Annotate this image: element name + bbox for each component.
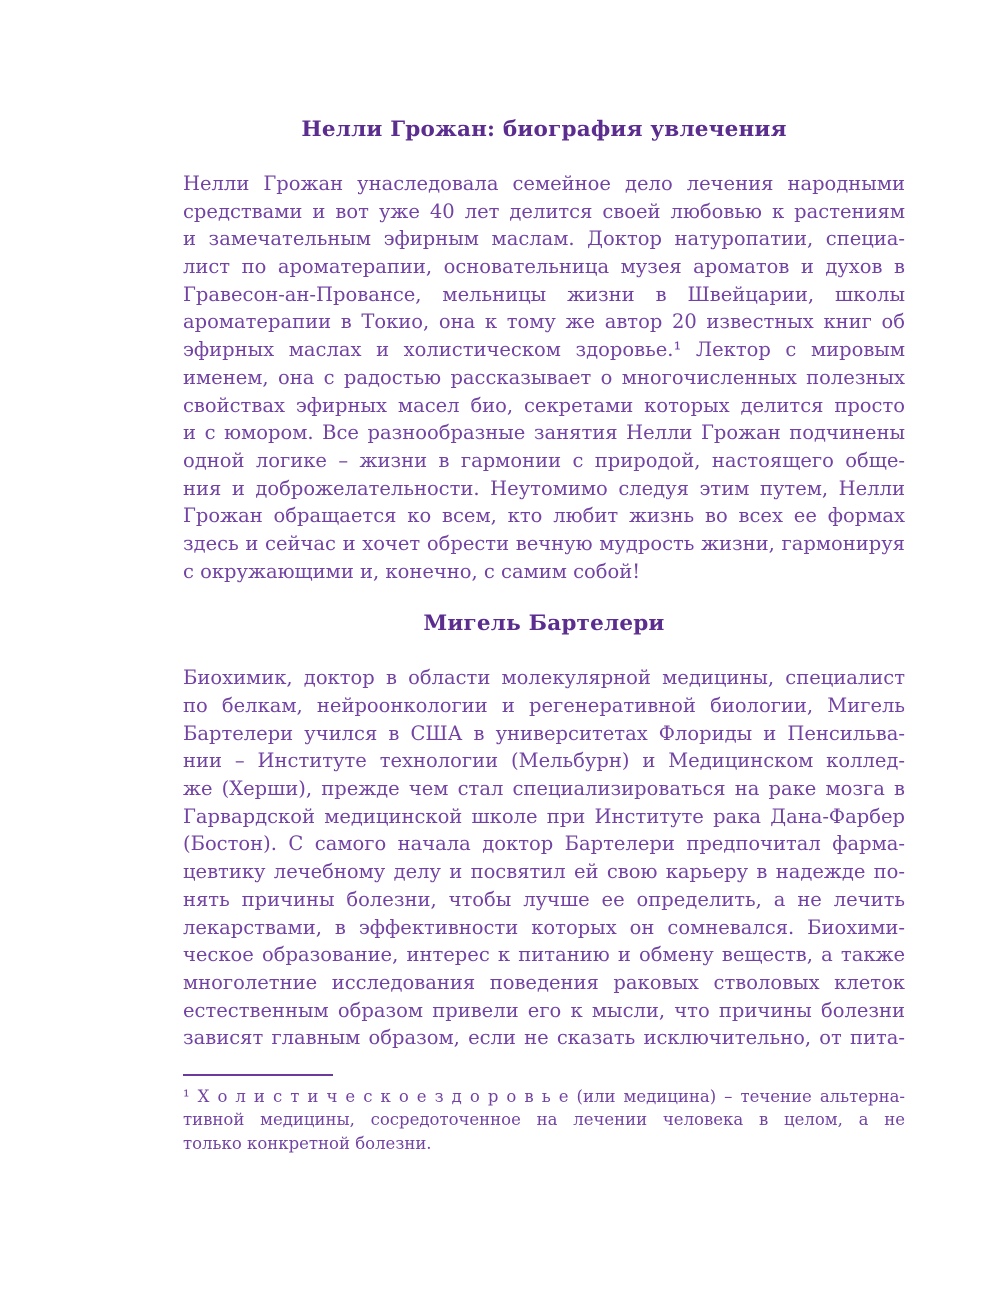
text-line: с окружающими и, конечно, с самим собой! [183,559,641,583]
text-line: эфирных маслах и холистическом здоровье.¹ Лектор с мировым [183,338,905,362]
text-line: Гарвардской медицинской школе при Институте рака Дана-Фарбер [183,804,905,828]
footnote-text [183,1085,905,1156]
text-line: Гравесон-ан-Провансе, мельницы жизни в Швейцарии, школы [183,282,905,306]
text-line: многолетние исследования поведения раковых стволовых клеток [183,970,905,994]
text-line: и замечательным эфирным маслам. Доктор натуропатии, специа- [183,227,905,251]
text-line: нии – Институте технологии (Мельбурн) и Медицинском коллед- [183,749,905,773]
text-line: средствами и вот уже 40 лет делится своей любовью к растениям [183,199,905,223]
text-line: свойствах эфирных масел био, секретами которых делится просто [183,393,905,417]
text-line: же (Херши), прежде чем стал специализироваться на раке мозга в [183,777,905,801]
text-line: лист по ароматерапии, основательница музея ароматов и духов в [183,255,905,279]
footnote-separator-rule [183,1074,333,1076]
text-line: тивной медицины, сосредоточенное на лечении человека в целом, а не [183,1110,905,1130]
text-line: Нелли Грожан унаследовала семейное дело лечения народными [183,172,905,195]
text-line: именем, она с радостью рассказывает о многочисленных полезных [183,365,905,389]
text-line: Биохимик, доктор в области молекулярной медицины, специалист [183,666,905,690]
paragraph-nelly-grozhan [183,170,905,585]
text-line: ния и доброжелательности. Неутомимо следуя этим путем, Нелли [183,476,905,500]
text-line: Бартелери учился в США в университетах Флориды и Пенсильва- [183,721,905,745]
text-line: цевтику лечебному делу и посвятил ей свою карьеру в надежде по- [183,860,905,884]
text-line: естественным образом привели его к мысли, что причины болезни [183,998,905,1022]
text-line: нять причины болезни, чтобы лучше ее определить, а не лечить [183,887,905,911]
text-line: и с юмором. Все разнообразные занятия Нелли Грожан подчинены [183,421,905,445]
text-line: (Бостон). С самого начала доктор Бартелери предпочитал фарма- [183,832,905,856]
text-line: ¹ Х о л и с т и ч е с к о е з д о р о в ь е (или медицина) – течение альтерна- [183,1086,905,1106]
text-line: лекарствами, в эффективности которых он сомневался. Биохими- [183,915,905,939]
section-heading-nelly-grozhan: Нелли Грожан: биография увлечения [301,117,787,142]
text-line: Грожан обращается ко всем, кто любит жизнь во всех ее формах [183,504,905,528]
text-line: ароматерапии в Токио, она к тому же автор 20 известных книг об [183,310,905,334]
section-heading-migel-barteleri: Мигель Бартелери [423,611,665,637]
text-line: одной логике – жизни в гармонии с природой, настоящего обще- [183,448,905,472]
text-line: зависят главным образом, если не сказать исключительно, от пита- [183,1026,905,1050]
text-line: только конкретной болезни. [183,1133,432,1153]
text-line: ческое образование, интерес к питанию и обмену веществ, а также [183,943,905,967]
text-column [183,118,905,1155]
footnote [183,1074,905,1156]
text-line: по белкам, нейроонкологии и регенеративной биологии, Мигель [183,694,905,717]
paragraph-migel-barteleri [183,664,905,1052]
text-line: здесь и сейчас и хочет обрести вечную мудрость жизни, гармонируя [183,531,905,555]
